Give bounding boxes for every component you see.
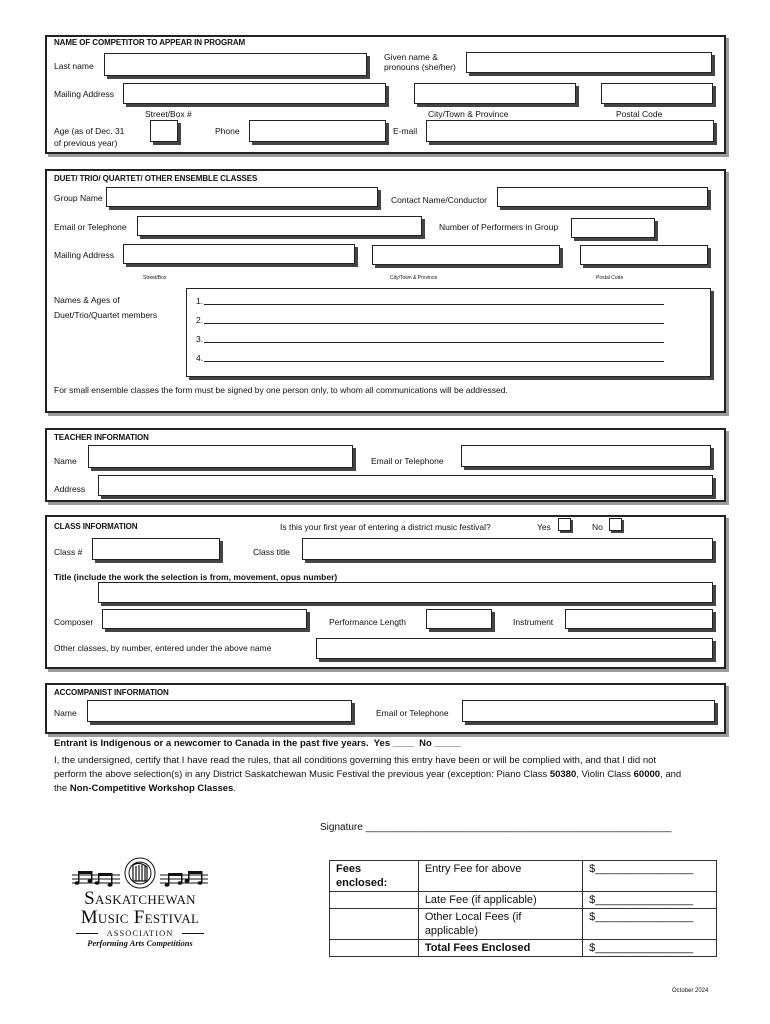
ensemble-mailing-label: Mailing Address (54, 250, 115, 260)
given-name-field[interactable] (466, 52, 712, 73)
members-box (186, 288, 711, 377)
fees-row (330, 892, 717, 909)
contact-label: Contact Name/Conductor (391, 195, 487, 205)
fee-label: Entry Fee for above (418, 861, 582, 892)
group-name-label: Group Name (54, 193, 103, 203)
teacher-address-field[interactable] (98, 475, 713, 496)
work-title-label: Title (include the work the selection is from, movement, opus number) (54, 572, 338, 582)
member-1-num: 1. (196, 296, 204, 306)
class-title-label: Class title (253, 547, 290, 557)
fees-empty-cell (330, 909, 419, 940)
fee-label: Late Fee (if applicable) (418, 892, 582, 909)
fees-row (330, 940, 717, 957)
fee-label: Other Local Fees (if applicable) (418, 909, 582, 940)
teacher-name-label: Name (54, 456, 77, 466)
ensemble-city-field[interactable] (372, 245, 560, 265)
instrument-label: Instrument (513, 617, 554, 627)
first-year-yes-label: Yes (537, 522, 551, 532)
first-year-no-checkbox[interactable] (609, 518, 622, 531)
phone-field[interactable] (249, 120, 386, 142)
fees-enclosed-label (330, 861, 419, 892)
member-3-num: 3. (196, 334, 204, 344)
teacher-email-label: Email or Telephone (371, 456, 444, 466)
cert-text-2c: , and (660, 769, 682, 780)
class-title-field[interactable] (302, 538, 713, 560)
member-3-line[interactable] (204, 342, 664, 343)
violin-class-number: 60000 (633, 769, 661, 780)
members-label-2: Duet/Trio/Quartet members (54, 310, 158, 320)
fees-row (330, 861, 717, 892)
group-name-field[interactable] (106, 187, 378, 207)
accompanist-section-title: ACCOMPANIST INFORMATION (54, 688, 169, 697)
logo-line-music-festival: Music Festival (80, 907, 200, 928)
fees-empty-cell (330, 892, 419, 909)
member-4-line[interactable] (204, 361, 664, 362)
fees-row (330, 909, 717, 940)
ensemble-section-title: DUET/ TRIO/ QUARTET/ OTHER ENSEMBLE CLASSES (54, 174, 258, 183)
first-year-yes-checkbox[interactable] (558, 518, 571, 531)
num-performers-label: Number of Performers in Group (439, 222, 559, 232)
age-label-2: of previous year) (54, 138, 118, 148)
piano-class-number: 50380 (549, 769, 577, 780)
logo-rule-right (182, 933, 204, 934)
logo-line-saskatchewan: Saskatchewan (84, 888, 196, 909)
last-name-label: Last name (54, 61, 94, 71)
competitor-section-title: NAME OF COMPETITOR TO APPEAR IN PROGRAM (54, 38, 246, 47)
other-classes-field[interactable] (316, 638, 713, 659)
class-section-title: CLASS INFORMATION (54, 522, 138, 531)
email-label: E-mail (393, 126, 418, 136)
accompanist-name-label: Name (54, 708, 77, 718)
email-field[interactable] (426, 120, 714, 142)
logo-association-text: ASSOCIATION (106, 928, 174, 938)
city-caption: City/Town & Province (428, 109, 509, 119)
members-label: Names & Ages of (54, 295, 120, 305)
ensemble-city-caption: City/Town & Province (390, 275, 438, 281)
indigenous-question: Entrant is Indigenous or a newcomer to Canada in the past five years. Yes ____ No _____ (54, 738, 461, 749)
city-field[interactable] (414, 83, 576, 104)
first-year-no-label: No (592, 522, 603, 532)
member-1-line[interactable] (204, 304, 664, 305)
contact-field[interactable] (497, 187, 708, 207)
age-field[interactable] (150, 120, 178, 142)
ensemble-street-field[interactable] (123, 244, 355, 264)
cert-text-3b: . (233, 783, 236, 794)
fee-amount-field[interactable]: $________________ (583, 909, 717, 940)
work-title-field[interactable] (98, 582, 713, 603)
teacher-section-title: TEACHER INFORMATION (54, 433, 149, 442)
logo-staff-and-harp-icon (70, 853, 210, 891)
composer-label: Composer (54, 617, 94, 627)
fees-label-line-1: Fees (336, 863, 362, 875)
signature-line[interactable]: Signature _______________________________________________________ (320, 822, 672, 833)
logo-line-association (70, 928, 210, 938)
ensemble-postal-field[interactable] (580, 245, 708, 265)
given-name-label: Given name & (384, 52, 438, 62)
member-2-line[interactable] (204, 323, 664, 324)
composer-field[interactable] (102, 609, 307, 629)
pronouns-label: pronouns (she/her) (384, 62, 456, 72)
fee-amount-field[interactable]: $________________ (583, 861, 717, 892)
member-2-num: 2. (196, 315, 204, 325)
ensemble-email-field[interactable] (137, 216, 422, 236)
workshop-classes: Non-Competitive Workshop Classes (69, 783, 234, 794)
ensemble-email-label: Email or Telephone (54, 222, 127, 232)
instrument-field[interactable] (565, 609, 713, 629)
fee-total-label: Total Fees Enclosed (418, 940, 582, 957)
accompanist-email-field[interactable] (462, 700, 715, 722)
street-field[interactable] (123, 83, 386, 104)
accompanist-email-label: Email or Telephone (376, 708, 449, 718)
fees-empty-cell (330, 940, 419, 957)
ensemble-street-caption: Street/Box (143, 275, 167, 281)
other-classes-label: Other classes, by number, entered under the above name (54, 643, 272, 653)
postal-caption: Postal Code (616, 109, 663, 119)
accompanist-name-field[interactable] (87, 700, 352, 722)
first-year-question: Is this your first year of entering a district music festival? (280, 522, 491, 532)
fees-table (329, 860, 717, 957)
footer-date: October 2024 (672, 988, 709, 994)
certification-line-3 (54, 782, 236, 796)
teacher-email-field[interactable] (461, 445, 711, 467)
cert-text-2b: , Violin Class (576, 769, 634, 780)
class-number-label: Class # (54, 547, 83, 557)
last-name-field[interactable] (104, 53, 367, 76)
phone-label: Phone (215, 126, 240, 136)
fees-label-line-2: enclosed: (336, 877, 388, 889)
street-caption: Street/Box # (145, 109, 192, 119)
ensemble-note: For small ensemble classes the form must be signed by one person only, to whom all communications will be addressed. (54, 385, 508, 395)
num-performers-field[interactable] (571, 218, 655, 238)
class-number-field[interactable] (92, 538, 220, 560)
cert-text-2a: perform the above selection(s) in any District Saskatchewan Music Festival the previous year (exception: Piano Class (54, 769, 550, 780)
cert-text-3a: the (54, 783, 70, 794)
performance-length-label: Performance Length (329, 617, 407, 627)
mailing-address-label: Mailing Address (54, 89, 115, 99)
smf-logo (70, 853, 210, 948)
age-label: Age (as of Dec. 31 (54, 126, 125, 136)
member-4-num: 4. (196, 353, 204, 363)
certification-line-1: I, the undersigned, certify that I have read the rules, that all conditions governing this entry have been or will be complied with, and that I did not (54, 755, 657, 766)
certification-line-2 (54, 768, 681, 782)
postal-code-field[interactable] (601, 83, 713, 104)
performance-length-field[interactable] (426, 609, 492, 629)
fee-total-field[interactable]: $________________ (583, 940, 717, 957)
teacher-name-field[interactable] (88, 445, 353, 468)
teacher-address-label: Address (54, 484, 86, 494)
ensemble-postal-caption: Postal Code (596, 275, 624, 281)
fee-amount-field[interactable]: $________________ (583, 892, 717, 909)
logo-tagline: Performing Arts Competitions (87, 938, 193, 948)
